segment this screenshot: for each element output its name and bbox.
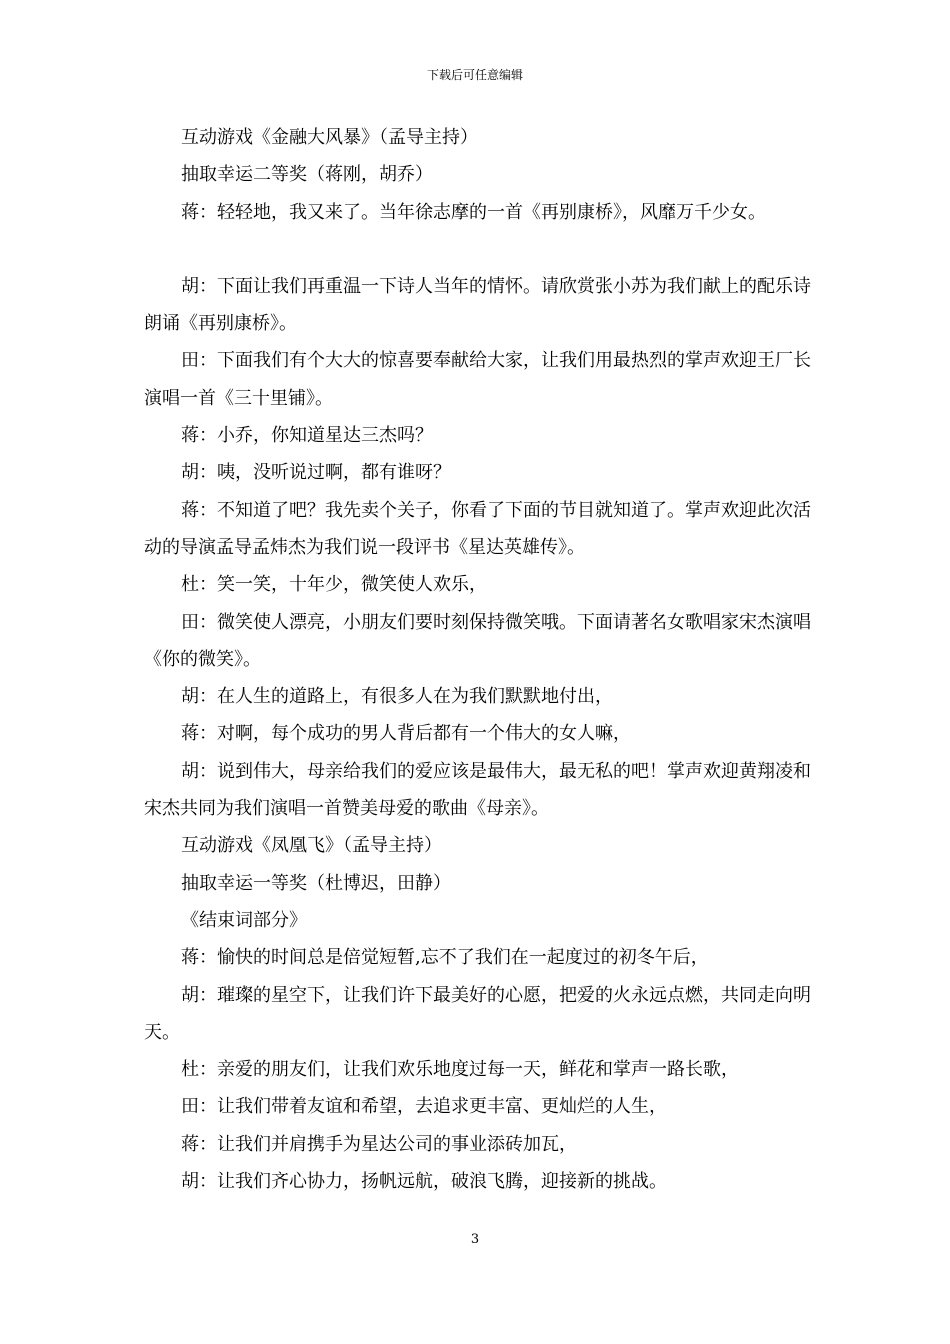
paragraph: 蒋：小乔，你知道星达三杰吗？ — [181, 425, 433, 447]
paragraph: 胡：下面让我们再重温一下诗人当年的情怀。请欣赏张小苏为我们献上的配乐诗朗诵《再别康桥》。 — [144, 275, 811, 335]
page-number: 3 — [470, 1232, 480, 1247]
paragraph: 杜：笑一笑，十年少，微笑使人欢乐， — [181, 574, 487, 596]
paragraph: 田：下面我们有个大大的惊喜要奉献给大家，让我们用最热烈的掌声欢迎王厂长演唱一首《三十里铺》。 — [144, 350, 811, 409]
paragraph: 田：微笑使人漂亮，小朋友们要时刻保持微笑哦。下面请著名女歌唱家宋杰演唱《你的微笑》。 — [144, 611, 811, 670]
paragraph: 互动游戏《凤凰飞》（孟导主持） — [181, 835, 442, 857]
paragraph: 胡：咦，没听说过啊，都有谁呀？ — [181, 462, 451, 484]
paragraph: 胡：说到伟大，母亲给我们的爱应该是最伟大，最无私的吧！掌声欢迎黄翔凌和宋杰共同为我们演唱一首赞美母爱的歌曲《母亲》。 — [144, 760, 811, 820]
paragraph: 杜：亲爱的朋友们，让我们欢乐地度过每一天，鲜花和掌声一路长歌， — [181, 1059, 739, 1081]
paragraph: 互动游戏《金融大风暴》（孟导主持） — [181, 127, 478, 148]
document-body — [144, 119, 824, 1200]
page-header: 下载后可任意编辑 — [426, 68, 523, 82]
paragraph: 蒋：愉快的时间总是倍觉短暂,忘不了我们在一起度过的初冬午后， — [181, 947, 709, 969]
paragraph: 蒋：让我们并肩携手为星达公司的事业添砖加瓦， — [181, 1133, 577, 1155]
section-heading: 《结束词部分》 — [181, 909, 307, 931]
paragraph: 抽取幸运一等奖（杜博迟，田静） — [181, 872, 451, 894]
paragraph: 胡：在人生的道路上，有很多人在为我们默默地付出， — [181, 686, 613, 708]
paragraph: 抽取幸运二等奖（蒋刚，胡乔） — [181, 164, 433, 186]
paragraph: 田：让我们带着友谊和希望，去追求更丰富、更灿烂的人生， — [181, 1096, 667, 1118]
paragraph: 蒋：对啊，每个成功的男人背后都有一个伟大的女人嘛， — [181, 723, 631, 745]
paragraph: 蒋：轻轻地，我又来了。当年徐志摩的一首《再别康桥》，风靡万千少女。 — [181, 201, 766, 223]
paragraph: 蒋：不知道了吧？我先卖个关子，你看了下面的节目就知道了。掌声欢迎此次活动的导演孟导孟炜杰为我们说一段评书《星达英雄传》。 — [144, 499, 811, 558]
paragraph: 胡：让我们齐心协力，扬帆远航，破浪飞腾，迎接新的挑战。 — [181, 1171, 667, 1193]
paragraph: 胡：璀璨的星空下，让我们许下最美好的心愿，把爱的火永远点燃，共同走向明天。 — [144, 984, 811, 1043]
